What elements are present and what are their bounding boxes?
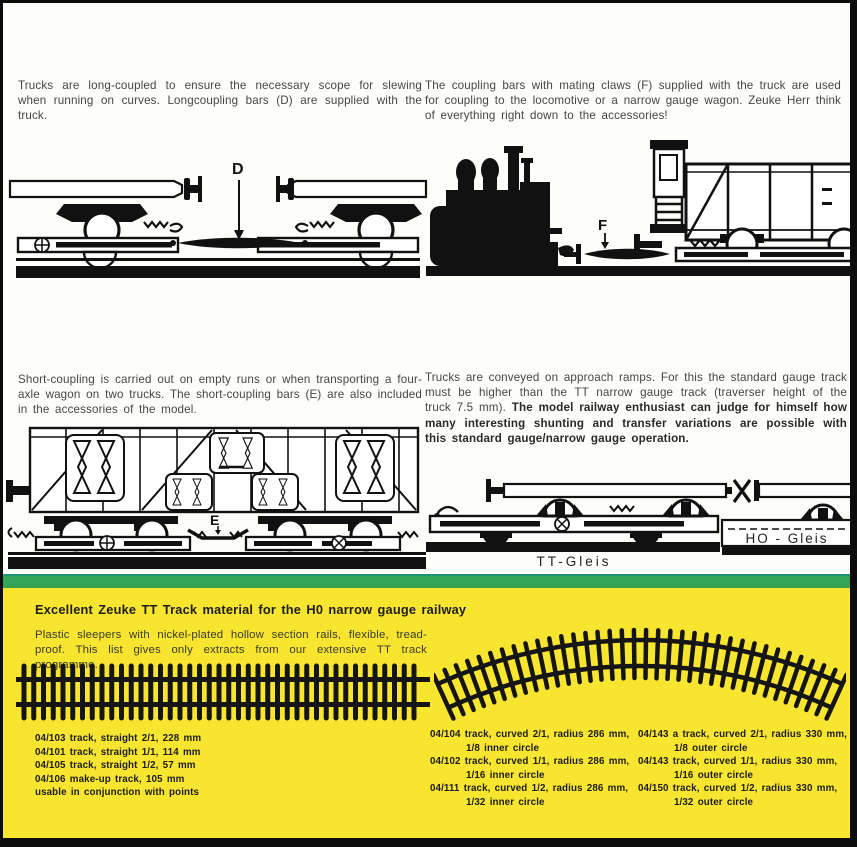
label-ho-gleis: HO - Gleis: [745, 531, 829, 546]
scan-border-right: [850, 0, 857, 847]
straight-track-sleepers: [24, 666, 414, 718]
paragraph-long-coupling: Trucks are long-coupled to ensure the necessary scope for slewing when running on curves. Longcoupling bars (D) are supplied with the truck.: [18, 79, 422, 123]
approach-ramps-bold-text: The model railway enthusiast can judge for himself how many interesting shunting and transfer variations are possible with this standard gauge/narrow gauge operation.: [425, 401, 848, 445]
locomotive-silhouette: [430, 146, 581, 266]
scan-border-top: [0, 0, 857, 3]
track-sub-line: 1/32 inner circle: [466, 796, 545, 808]
track-code-line: 04/143 track, curved 1/1, radius 330 mm,: [638, 756, 838, 768]
left-truck: [9, 516, 191, 550]
left-truck-with-load: [10, 176, 202, 268]
track-sub-line: 1/8 outer circle: [674, 742, 748, 754]
claw-coupling-bar: [584, 249, 670, 260]
paragraph-approach-ramps: [425, 370, 847, 446]
track-sub-line: 1/16 outer circle: [674, 769, 754, 781]
claw-coupling-diagram: [424, 138, 854, 290]
list-item: [430, 755, 638, 782]
arrow-down-icon: [601, 233, 609, 249]
list-item: [638, 782, 850, 809]
list-item: 04/106 make-up track, 105 mm: [35, 773, 185, 785]
curved-track-sleepers: [434, 630, 846, 718]
label-d: D: [232, 161, 244, 178]
list-item: [638, 728, 850, 755]
list-item: [430, 728, 638, 755]
right-truck-with-load: [258, 176, 426, 268]
short-coupling-diagram: [6, 422, 431, 570]
straight-track-illustration: [14, 662, 434, 724]
standard-gauge-wagon: [486, 479, 852, 520]
track-code-line: 04/102 track, curved 1/1, radius 286 mm,: [430, 756, 630, 768]
track-sub-line: 1/32 outer circle: [674, 796, 754, 808]
green-divider-stripe: [0, 574, 857, 588]
list-item: [430, 782, 638, 809]
approach-ramp-diagram: [424, 458, 852, 570]
track-sub-line: 1/16 inner circle: [466, 769, 545, 781]
label-e: E: [210, 512, 220, 528]
track-code-line: 04/104 track, curved 2/1, radius 286 mm,: [430, 729, 630, 740]
curved-inner-track-list: [430, 728, 638, 810]
scan-border-bottom: [0, 838, 857, 847]
track-code-line: 04/150 track, curved 1/2, radius 330 mm,: [638, 783, 838, 795]
track-panel: [0, 586, 857, 847]
straight-rail-bottom: [16, 702, 430, 707]
label-f: F: [598, 217, 608, 234]
wagon-body: [6, 428, 418, 512]
curved-outer-track-list: [638, 728, 850, 810]
tt-track-bed: [426, 542, 720, 552]
list-item: 04/101 track, straight 1/1, 114 mm: [35, 746, 201, 758]
arrow-down-icon: [234, 180, 244, 240]
scan-border-left: [0, 0, 3, 847]
track-panel-heading: Excellent Zeuke TT Track material for the H0 narrow gauge railway: [35, 602, 467, 617]
curved-rail-inner: [448, 666, 831, 708]
wagon-on-truck: [634, 140, 854, 261]
long-coupling-diagram: [8, 148, 428, 290]
list-item: 04/103 track, straight 2/1, 228 mm: [35, 733, 202, 744]
list-item: [638, 755, 850, 782]
track-sub-line: 1/8 inner circle: [466, 742, 540, 754]
label-tt-gleis: TT-Gleis: [536, 554, 612, 569]
straight-track-list: [35, 732, 315, 800]
list-item: 04/105 track, straight 1/2, 57 mm: [35, 760, 196, 772]
track-code-line: 04/111 track, curved 1/2, radius 286 mm,: [430, 783, 629, 795]
straight-rail-top: [16, 677, 430, 682]
right-truck: [246, 516, 418, 550]
curved-track-illustration: [434, 608, 846, 722]
paragraph-mating-claws: The coupling bars with mating claws (F) supplied with the truck are used for coupling to the locomotive or a narrow gauge wagon. Zeuke Herr think of everything right down to the accessories!: [425, 79, 841, 123]
ho-track-platform: [722, 520, 852, 555]
paragraph-short-coupling: Short-coupling is carried out on empty runs or when transporting a four-axle wagon on two trucks. The short-coupling bars (E) are also included in the accessories of the model.: [18, 373, 422, 417]
approach-ramps-normal-text: Trucks are conveyed on approach ramps. For this the standard gauge track must be higher than the TT narrow gauge track (traverser height of the truck 7.5 mm).: [425, 371, 847, 415]
list-item: usable in conjunction with points: [35, 787, 200, 799]
track-code-line: 04/143 a track, curved 2/1, radius 330 mm,: [638, 729, 847, 740]
track-panel-intro: Plastic sleepers with nickel-plated hollow section rails, flexible, tread-proof. This list gives only extracts from our extensive TT track programme.: [35, 629, 427, 671]
